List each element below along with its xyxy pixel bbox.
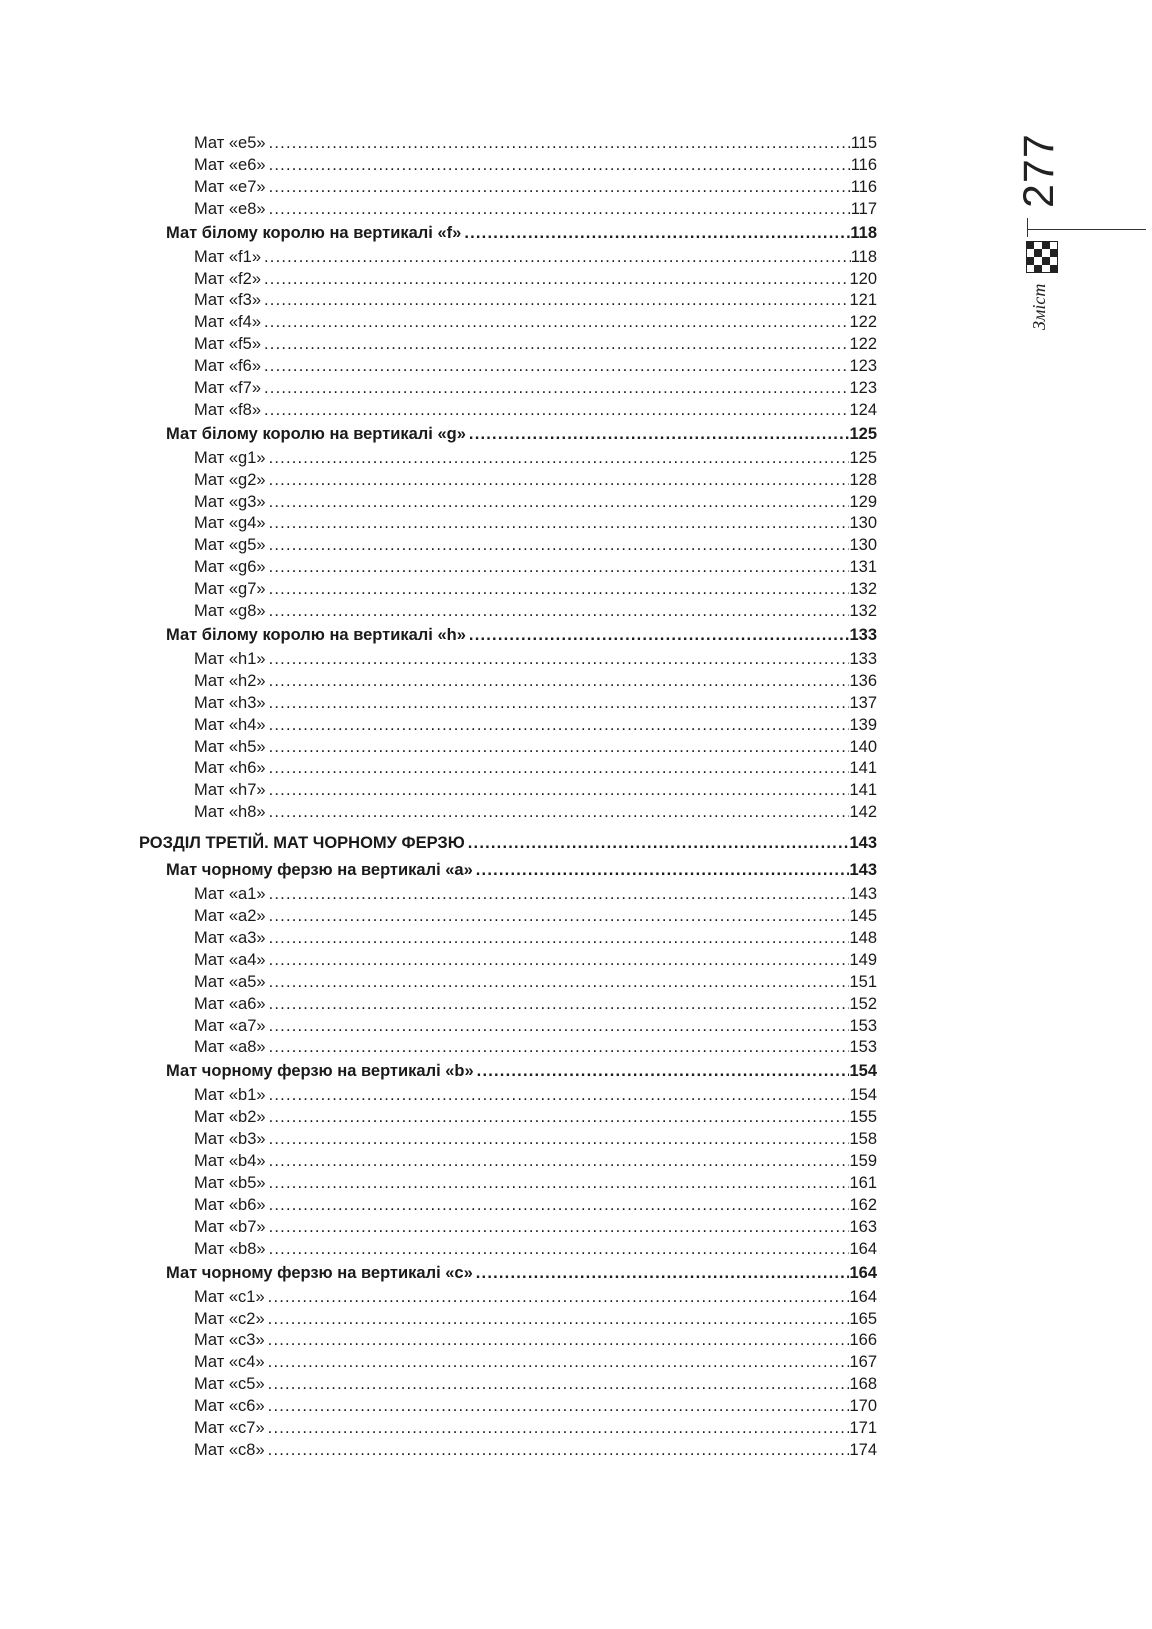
toc-section-entry	[166, 1060, 877, 1082]
toc-entry-title: Мат «a5»	[194, 973, 266, 991]
running-title: Зміст	[1029, 283, 1049, 330]
toc-entry	[194, 670, 877, 692]
toc-entry	[194, 1128, 877, 1150]
toc-entry-page: 128	[849, 471, 877, 489]
toc-entry-page: 154	[849, 1086, 877, 1104]
toc-entry	[194, 512, 877, 534]
toc-entry-title: Мат «c6»	[194, 1397, 265, 1415]
toc-entry-page: 145	[849, 907, 877, 925]
toc-entry-title: Мат «f2»	[194, 270, 261, 288]
toc-entry	[194, 1106, 877, 1128]
toc-entry	[194, 1329, 877, 1351]
toc-entry-title: Мат «a4»	[194, 951, 266, 969]
toc-entry	[194, 883, 877, 905]
dot-leader	[269, 1194, 850, 1216]
toc-entry-title: Мат білому королю на вертикалі «h»	[166, 626, 466, 644]
dot-leader	[269, 757, 850, 779]
toc-entry-page: 143	[849, 885, 877, 903]
toc-entry-page: 164	[849, 1240, 877, 1258]
dot-leader	[268, 1286, 850, 1308]
toc-entry	[194, 333, 877, 355]
toc-entry-page: 163	[849, 1218, 877, 1236]
dot-leader	[269, 1172, 850, 1194]
dot-leader	[268, 1417, 850, 1439]
toc-entry-page: 153	[849, 1017, 877, 1035]
toc-entry	[194, 246, 877, 268]
toc-entry	[194, 491, 877, 513]
toc-entry	[194, 757, 877, 779]
toc-entry-page: 164	[849, 1288, 877, 1306]
toc-entry-title: Мат «e8»	[194, 200, 266, 218]
dot-leader	[269, 176, 851, 198]
toc-entry-title: Мат «b6»	[194, 1196, 266, 1214]
toc-entry-title: Мат «a3»	[194, 929, 266, 947]
toc-entry-page: 137	[849, 694, 877, 712]
toc-entry-page: 171	[849, 1419, 877, 1437]
toc-entry-title: Мат «e5»	[194, 134, 266, 152]
toc-entry-page: 133	[849, 650, 877, 668]
toc-chapter-entry	[139, 832, 877, 854]
toc-entry-title: Мат білому королю на вертикалі «g»	[166, 425, 466, 443]
dot-leader	[269, 883, 850, 905]
toc-entry-page: 115	[850, 134, 877, 152]
toc-entry	[194, 779, 877, 801]
dot-leader	[264, 333, 849, 355]
dot-leader	[464, 222, 850, 244]
dot-leader	[269, 927, 850, 949]
toc-entry-title: Мат «e7»	[194, 178, 266, 196]
dot-leader	[269, 905, 850, 927]
toc-entry-page: 125	[849, 449, 877, 467]
dot-leader	[264, 246, 851, 268]
toc-entry-title: Мат «h8»	[194, 803, 266, 821]
toc-entry	[194, 1015, 877, 1037]
toc-entry-page: 143	[849, 834, 877, 852]
toc-entry	[194, 648, 877, 670]
toc-section-entry	[166, 1262, 877, 1284]
dot-leader	[269, 971, 850, 993]
toc-entry	[194, 927, 877, 949]
toc-entry-title: Мат «a6»	[194, 995, 266, 1013]
dot-leader	[264, 289, 849, 311]
dot-leader	[269, 692, 850, 714]
toc-entry-title: Мат «h2»	[194, 672, 266, 690]
dot-leader	[268, 1351, 850, 1373]
toc-entry-page: 174	[849, 1441, 877, 1459]
toc-entry-title: Мат «b1»	[194, 1086, 266, 1104]
dot-leader	[269, 1084, 850, 1106]
toc-entry	[194, 469, 877, 491]
toc-entry	[194, 268, 877, 290]
toc-entry-title: Мат «g5»	[194, 536, 266, 554]
toc-entry-page: 129	[849, 493, 877, 511]
toc-entry-page: 151	[849, 973, 877, 991]
toc-section-entry	[166, 222, 877, 244]
toc-entry	[194, 1395, 877, 1417]
toc-entry-title: Мат «h5»	[194, 738, 266, 756]
toc-entry-title: Мат «a1»	[194, 885, 266, 903]
dot-leader	[264, 377, 849, 399]
toc-entry-page: 158	[849, 1130, 877, 1148]
toc-entry-title: Мат «b4»	[194, 1152, 266, 1170]
toc-entry-title: Мат «f1»	[194, 248, 261, 266]
dot-leader	[268, 1395, 850, 1417]
toc-entry-page: 159	[849, 1152, 877, 1170]
toc-entry-title: Мат «f5»	[194, 335, 261, 353]
toc-entry	[194, 556, 877, 578]
toc-section-entry	[166, 423, 877, 445]
toc-entry	[194, 1172, 877, 1194]
toc-entry-title: Мат «c1»	[194, 1288, 265, 1306]
toc-entry	[194, 377, 877, 399]
toc-entry-title: Мат «g2»	[194, 471, 266, 489]
toc-entry	[194, 198, 877, 220]
dot-leader	[269, 949, 850, 971]
dot-leader	[264, 399, 849, 421]
toc-entry-page: 122	[849, 313, 877, 331]
toc-entry-title: Мат «h1»	[194, 650, 266, 668]
toc-entry	[194, 993, 877, 1015]
dot-leader	[269, 1128, 850, 1150]
toc-entry	[194, 1286, 877, 1308]
dot-leader	[269, 1150, 850, 1172]
dot-leader	[269, 600, 850, 622]
dot-leader	[268, 1439, 850, 1461]
toc-entry-page: 166	[849, 1331, 877, 1349]
toc-entry-title: Мат «b3»	[194, 1130, 266, 1148]
toc-entry-page: 170	[849, 1397, 877, 1415]
toc-entry-title: Мат білому королю на вертикалі «f»	[166, 224, 462, 242]
toc-entry	[194, 1084, 877, 1106]
toc-entry-title: Мат «f6»	[194, 357, 261, 375]
toc-entry-title: Мат «f8»	[194, 401, 261, 419]
toc-entry-title: Мат «c7»	[194, 1419, 265, 1437]
toc-entry-page: 131	[849, 558, 877, 576]
dot-leader	[269, 1216, 850, 1238]
dot-leader	[269, 1036, 850, 1058]
dot-leader	[269, 714, 850, 736]
toc-entry-title: Мат «h4»	[194, 716, 266, 734]
toc-entry-page: 116	[850, 156, 877, 174]
toc-entry-title: Мат «g8»	[194, 602, 266, 620]
toc-entry	[194, 154, 877, 176]
toc-entry-page: 130	[849, 514, 877, 532]
dot-leader	[264, 311, 849, 333]
dot-leader	[264, 268, 849, 290]
toc-entry-page: 164	[849, 1264, 877, 1282]
toc-entry-title: Мат «f4»	[194, 313, 261, 331]
dot-leader	[268, 1308, 850, 1330]
toc-entry-page: 125	[849, 425, 877, 443]
dot-leader	[268, 1373, 850, 1395]
toc-section-entry	[166, 859, 877, 881]
toc-entry	[194, 1373, 877, 1395]
dot-leader	[468, 832, 850, 854]
dot-leader	[269, 578, 850, 600]
dot-leader	[269, 447, 850, 469]
toc-entry	[194, 447, 877, 469]
toc-entry-title: Мат «e6»	[194, 156, 266, 174]
toc-entry-title: Мат «g3»	[194, 493, 266, 511]
toc-entry	[194, 355, 877, 377]
dot-leader	[269, 1238, 850, 1260]
toc-entry	[194, 1351, 877, 1373]
dot-leader	[469, 423, 850, 445]
toc-entry	[194, 399, 877, 421]
dot-leader	[269, 1106, 850, 1128]
page-number: 277	[1015, 133, 1063, 208]
toc-entry	[194, 714, 877, 736]
dot-leader	[469, 624, 850, 646]
toc-entry	[194, 289, 877, 311]
toc-entry-page: 133	[849, 626, 877, 644]
toc-entry-page: 168	[849, 1375, 877, 1393]
toc-entry-page: 148	[849, 929, 877, 947]
toc-entry-page: 122	[849, 335, 877, 353]
toc-entry-title: Мат «c3»	[194, 1331, 265, 1349]
toc-entry-title: Мат чорному ферзю на вертикалі «b»	[166, 1062, 474, 1080]
toc-entry-page: 143	[849, 861, 877, 879]
toc-entry-page: 165	[849, 1310, 877, 1328]
toc-entry-page: 124	[849, 401, 877, 419]
toc-entry-title: Мат «g7»	[194, 580, 266, 598]
toc-entry-page: 142	[849, 803, 877, 821]
dot-leader	[269, 491, 850, 513]
toc-entry	[194, 692, 877, 714]
toc-entry	[194, 1417, 877, 1439]
toc-entry	[194, 1308, 877, 1330]
toc-entry	[194, 600, 877, 622]
toc-entry-page: 141	[849, 759, 877, 777]
dot-leader	[476, 1262, 850, 1284]
toc-entry-page: 167	[849, 1353, 877, 1371]
toc-entry-title: РОЗДІЛ ТРЕТІЙ. МАТ ЧОРНОМУ ФЕРЗЮ	[139, 834, 465, 852]
toc-entry-title: Мат «a2»	[194, 907, 266, 925]
toc-entry	[194, 971, 877, 993]
dot-leader	[269, 648, 850, 670]
toc-entry-page: 154	[849, 1062, 877, 1080]
dot-leader	[269, 1015, 850, 1037]
dot-leader	[269, 779, 850, 801]
toc-entry-title: Мат «b2»	[194, 1108, 266, 1126]
toc-entry	[194, 311, 877, 333]
toc-entry-title: Мат «c5»	[194, 1375, 265, 1393]
toc-entry-page: 132	[849, 580, 877, 598]
dot-leader	[269, 801, 850, 823]
dot-leader	[269, 534, 850, 556]
toc-entry-title: Мат чорному ферзю на вертикалі «a»	[166, 861, 473, 879]
toc-entry-page: 153	[849, 1038, 877, 1056]
toc-entry-page: 155	[849, 1108, 877, 1126]
toc-entry-title: Мат «h3»	[194, 694, 266, 712]
toc-entry-title: Мат «c8»	[194, 1441, 265, 1459]
toc-entry-title: Мат «b8»	[194, 1240, 266, 1258]
dot-leader	[269, 154, 851, 176]
toc-entry	[194, 736, 877, 758]
toc-entry	[194, 578, 877, 600]
toc-entry-title: Мат «b5»	[194, 1174, 266, 1192]
toc-entry-page: 139	[849, 716, 877, 734]
toc-entry-page: 162	[849, 1196, 877, 1214]
toc-entry	[194, 534, 877, 556]
toc-entry-page: 118	[850, 248, 877, 266]
toc-entry	[194, 801, 877, 823]
dot-leader	[264, 355, 849, 377]
dot-leader	[269, 736, 850, 758]
toc-entry	[194, 1194, 877, 1216]
dot-leader	[269, 469, 850, 491]
toc-entry-title: Мат «a8»	[194, 1038, 266, 1056]
toc-entry	[194, 176, 877, 198]
dot-leader	[269, 512, 850, 534]
toc-entry-page: 152	[849, 995, 877, 1013]
dot-leader	[269, 556, 850, 578]
dot-leader	[268, 1329, 850, 1351]
dot-leader	[269, 993, 850, 1015]
toc-entry-page: 116	[850, 178, 877, 196]
toc-section-entry	[166, 624, 877, 646]
toc-entry-page: 123	[849, 379, 877, 397]
toc-entry	[194, 1150, 877, 1172]
toc-entry	[194, 132, 877, 154]
toc-entry-title: Мат «h6»	[194, 759, 266, 777]
toc-entry	[194, 1439, 877, 1461]
toc-entry-title: Мат «c2»	[194, 1310, 265, 1328]
toc-entry-page: 136	[849, 672, 877, 690]
toc-entry-page: 149	[849, 951, 877, 969]
toc-entry-page: 117	[850, 200, 877, 218]
toc-entry	[194, 1216, 877, 1238]
toc-entry-title: Мат «h7»	[194, 781, 266, 799]
toc-entry-title: Мат «g4»	[194, 514, 266, 532]
dot-leader	[476, 859, 850, 881]
toc-entry-page: 118	[850, 224, 877, 242]
toc-entry-title: Мат «c4»	[194, 1353, 265, 1371]
toc-entry-title: Мат «f3»	[194, 291, 261, 309]
toc-entry-page: 161	[849, 1174, 877, 1192]
toc-entry-page: 130	[849, 536, 877, 554]
toc-entry-page: 141	[849, 781, 877, 799]
toc-entry-page: 123	[849, 357, 877, 375]
chessboard-icon	[1026, 241, 1058, 273]
toc-entry	[194, 949, 877, 971]
toc-entry-title: Мат чорному ферзю на вертикалі «c»	[166, 1264, 473, 1282]
dot-leader	[269, 132, 851, 154]
toc-entry-page: 132	[849, 602, 877, 620]
toc-entry-title: Мат «a7»	[194, 1017, 266, 1035]
toc-entry-title: Мат «f7»	[194, 379, 261, 397]
toc-entry-title: Мат «g1»	[194, 449, 266, 467]
dot-leader	[477, 1060, 850, 1082]
toc-entry	[194, 1036, 877, 1058]
toc-entry-page: 121	[849, 291, 877, 309]
toc-entry-title: Мат «b7»	[194, 1218, 266, 1236]
toc-entry-page: 120	[849, 270, 877, 288]
folio-divider-vertical	[1027, 218, 1028, 237]
dot-leader	[269, 670, 850, 692]
toc-entry-page: 140	[849, 738, 877, 756]
folio-divider-horizontal	[1027, 229, 1146, 230]
toc-entry	[194, 905, 877, 927]
toc-entry	[194, 1238, 877, 1260]
toc-entry-title: Мат «g6»	[194, 558, 266, 576]
dot-leader	[269, 198, 851, 220]
